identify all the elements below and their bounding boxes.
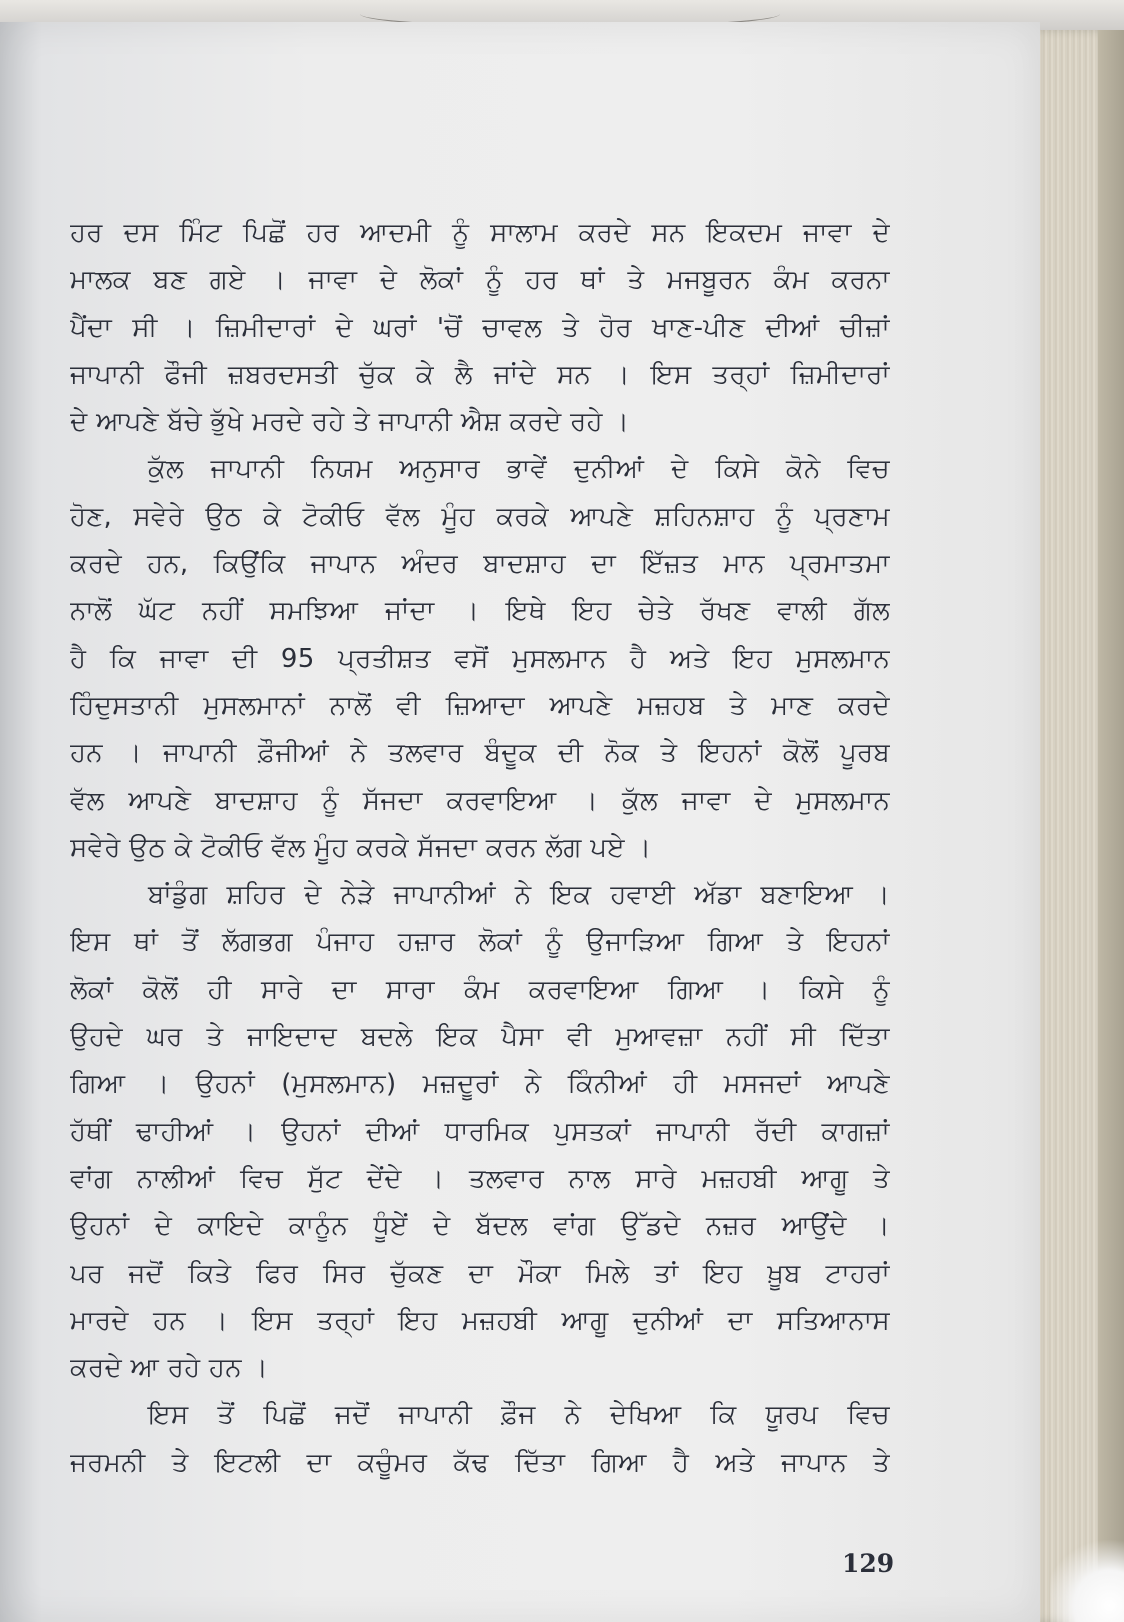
text-line: ਹਰ ਦਸ ਮਿੰਟ ਪਿਛੋਂ ਹਰ ਆਦਮੀ ਨੂੰ ਸਾਲਾਮ ਕਰਦੇ ਸਨ ਇਕਦਮ ਜਾਵਾ ਦੇ <box>70 218 890 248</box>
text-line: ਨਾਲੋਂ ਘੱਟ ਨਹੀਂ ਸਮਝਿਆ ਜਾਂਦਾ । ਇਥੇ ਇਹ ਚੇਤੇ ਰੱਖਣ ਵਾਲੀ ਗੱਲ <box>70 596 890 627</box>
text-line: ਹੱਥੀਂ ਢਾਹੀਆਂ । ਉਹਨਾਂ ਦੀਆਂ ਧਾਰਮਿਕ ਪੁਸਤਕਾਂ ਜਾਪਾਨੀ ਰੱਦੀ ਕਾਗਜ਼ਾਂ <box>70 1116 890 1147</box>
text-line: ਪੈਂਦਾ ਸੀ । ਜ਼ਿਮੀਦਾਰਾਂ ਦੇ ਘਰਾਂ 'ਚੋਂ ਚਾਵਲ ਤੇ ਹੋਰ ਖਾਣ-ਪੀਣ ਦੀਆਂ ਚੀਜ਼ਾਂ <box>70 312 890 343</box>
light-glare <box>1050 1540 1124 1622</box>
text-line: ਜਾਪਾਨੀ ਫੌਜੀ ਜ਼ਬਰਦਸਤੀ ਚੁੱਕ ਕੇ ਲੈ ਜਾਂਦੇ ਸਨ । ਇਸ ਤਰ੍ਹਾਂ ਜ਼ਿਮੀਦਾਰਾਂ <box>70 359 890 390</box>
paragraph-start-line: ਬਾਂਡੁੰਗ ਸ਼ਹਿਰ ਦੇ ਨੇੜੇ ਜਾਪਾਨੀਆਂ ਨੇ ਇਕ ਹਵਾਈ ਅੱਡਾ ਬਣਾਇਆ । <box>148 880 890 911</box>
text-line: ਹਨ । ਜਾਪਾਨੀ ਫ਼ੌਜੀਆਂ ਨੇ ਤਲਵਾਰ ਬੰਦੂਕ ਦੀ ਨੋਕ ਤੇ ਇਹਨਾਂ ਕੋਲੋਂ ਪੂਰਬ <box>70 738 890 769</box>
text-line: ਗਿਆ । ਉਹਨਾਂ (ਮੁਸਲਮਾਨ) ਮਜ਼ਦੂਰਾਂ ਨੇ ਕਿੰਨੀਆਂ ਹੀ ਮਸਜਦਾਂ ਆਪਣੇ <box>70 1069 890 1100</box>
text-line: ਕਰਦੇ ਹਨ, ਕਿਉਂਕਿ ਜਾਪਾਨ ਅੰਦਰ ਬਾਦਸ਼ਾਹ ਦਾ ਇੱਜ਼ਤ ਮਾਨ ਪ੍ਰਮਾਤਮਾ <box>70 549 890 580</box>
text-line: ਹੋਣ, ਸਵੇਰੇ ਉਠ ਕੇ ਟੋਕੀਓ ਵੱਲ ਮੂੰਹ ਕਰਕੇ ਆਪਣੇ ਸ਼ਹਿਨਸ਼ਾਹ ਨੂੰ ਪ੍ਰਣਾਮ <box>70 501 890 532</box>
text-line: ਜਰਮਨੀ ਤੇ ਇਟਲੀ ਦਾ ਕਚੂੰਮਰ ਕੱਢ ਦਿੱਤਾ ਗਿਆ ਹੈ ਅਤੇ ਜਾਪਾਨ ਤੇ <box>70 1447 890 1478</box>
text-line: ਉਹਨਾਂ ਦੇ ਕਾਇਦੇ ਕਾਨੂੰਨ ਧੂੰਏਂ ਦੇ ਬੱਦਲ ਵਾਂਗ ਉੱਡਦੇ ਨਜ਼ਰ ਆਉਂਦੇ । <box>70 1211 890 1242</box>
text-line: ਵੱਲ ਆਪਣੇ ਬਾਦਸ਼ਾਹ ਨੂੰ ਸੱਜਦਾ ਕਰਵਾਇਆ । ਕੁੱਲ ਜਾਵਾ ਦੇ ਮੁਸਲਮਾਨ <box>70 785 890 816</box>
text-line: ਵਾਂਗ ਨਾਲੀਆਂ ਵਿਚ ਸੁੱਟ ਦੇਂਦੇ । ਤਲਵਾਰ ਨਾਲ ਸਾਰੇ ਮਜ਼ਹਬੀ ਆਗੂ ਤੇ <box>70 1163 890 1194</box>
text-line: ਇਸ ਥਾਂ ਤੋਂ ਲੱਗਭਗ ਪੰਜਾਹ ਹਜ਼ਾਰ ਲੋਕਾਂ ਨੂੰ ਉਜਾੜਿਆ ਗਿਆ ਤੇ ਇਹਨਾਂ <box>70 927 890 958</box>
page-number: 129 <box>842 1549 895 1578</box>
book-page-edges-shadow <box>1098 30 1124 1622</box>
text-line: ਉਹਦੇ ਘਰ ਤੇ ਜਾਇਦਾਦ ਬਦਲੇ ਇਕ ਪੈਸਾ ਵੀ ਮੁਆਵਜ਼ਾ ਨਹੀਂ ਸੀ ਦਿੱਤਾ <box>70 1022 890 1053</box>
text-line: ਦੇ ਆਪਣੇ ਬੱਚੇ ਭੁੱਖੇ ਮਰਦੇ ਰਹੇ ਤੇ ਜਾਪਾਨੀ ਐਸ਼ ਕਰਦੇ ਰਹੇ । <box>70 407 630 438</box>
page-body-text <box>70 210 890 1487</box>
text-line: ਕਰਦੇ ਆ ਰਹੇ ਹਨ । <box>70 1353 269 1384</box>
paragraph-start-line: ਕੁੱਲ ਜਾਪਾਨੀ ਨਿਯਮ ਅਨੁਸਾਰ ਭਾਵੇਂ ਦੁਨੀਆਂ ਦੇ ਕਿਸੇ ਕੋਨੇ ਵਿਚ <box>148 454 890 485</box>
text-line: ਪਰ ਜਦੋਂ ਕਿਤੇ ਫਿਰ ਸਿਰ ਚੁੱਕਣ ਦਾ ਮੌਕਾ ਮਿਲੇ ਤਾਂ ਇਹ ਖ਼ੂਬ ਟਾਹਰਾਂ <box>70 1258 890 1289</box>
paragraph-start-line: ਇਸ ਤੋਂ ਪਿਛੋਂ ਜਦੋਂ ਜਾਪਾਨੀ ਫ਼ੌਜ ਨੇ ਦੇਖਿਆ ਕਿ ਯੂਰਪ ਵਿਚ <box>148 1400 890 1431</box>
text-line: ਮਾਲਕ ਬਣ ਗਏ । ਜਾਵਾ ਦੇ ਲੋਕਾਂ ਨੂੰ ਹਰ ਥਾਂ ਤੇ ਮਜਬੂਰਨ ਕੰਮ ਕਰਨਾ <box>70 265 890 296</box>
text-line: ਲੋਕਾਂ ਕੋਲੋਂ ਹੀ ਸਾਰੇ ਦਾ ਸਾਰਾ ਕੰਮ ਕਰਵਾਇਆ ਗਿਆ । ਕਿਸੇ ਨੂੰ <box>70 974 890 1005</box>
text-line: ਹਿੰਦੁਸਤਾਨੀ ਮੁਸਲਮਾਨਾਂ ਨਾਲੋਂ ਵੀ ਜ਼ਿਆਦਾ ਆਪਣੇ ਮਜ਼ਹਬ ਤੇ ਮਾਣ ਕਰਦੇ <box>70 690 890 721</box>
text-line: ਹੈ ਕਿ ਜਾਵਾ ਦੀ 95 ਪ੍ਰਤੀਸ਼ਤ ਵਸੋਂ ਮੁਸਲਮਾਨ ਹੈ ਅਤੇ ਇਹ ਮੁਸਲਮਾਨ <box>70 643 890 674</box>
text-line: ਸਵੇਰੇ ਉਠ ਕੇ ਟੋਕੀਓ ਵੱਲ ਮੂੰਹ ਕਰਕੇ ਸੱਜਦਾ ਕਰਨ ਲੱਗ ਪਏ । <box>70 832 652 863</box>
book-page <box>0 22 1040 1622</box>
text-line: ਮਾਰਦੇ ਹਨ । ਇਸ ਤਰ੍ਹਾਂ ਇਹ ਮਜ਼ਹਬੀ ਆਗੂ ਦੁਨੀਆਂ ਦਾ ਸਤਿਆਨਾਸ <box>70 1305 890 1336</box>
